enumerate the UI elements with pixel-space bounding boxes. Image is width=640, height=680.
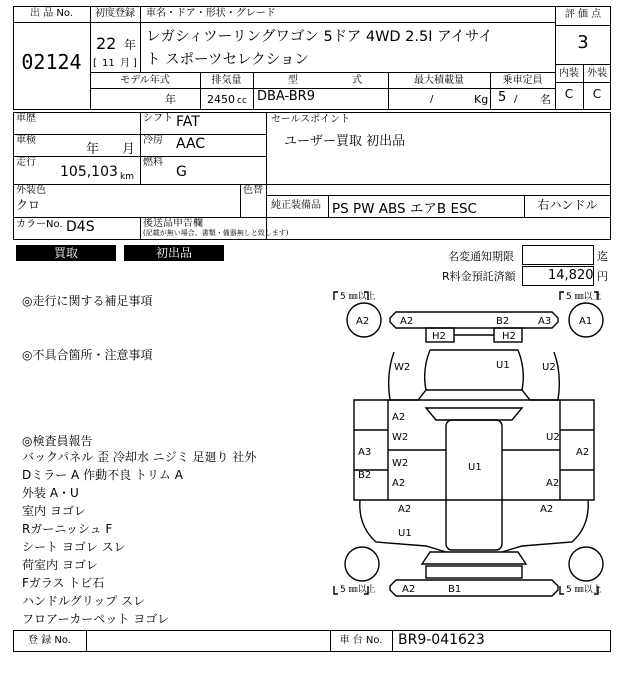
tire-depth-fr: 5 ㎜以上 (566, 292, 602, 302)
lot-number: 02124 (21, 50, 82, 74)
inspection-year-unit: 年 (86, 142, 100, 157)
ac-label: 冷房 (143, 135, 163, 146)
month-unit: 月 (120, 58, 130, 69)
ac-value: AAC (176, 136, 206, 152)
registration-year: 22 (96, 34, 117, 53)
damage-diagram (330, 290, 610, 628)
mark-front-bumper-left: A2 (400, 316, 414, 327)
inspector-item: ハンドルグリップ スレ (22, 594, 146, 608)
defects-title: ◎不具合箇所・注意事項 (22, 348, 153, 362)
mark-door-left-w: W2 (392, 432, 409, 443)
exterior-label: 外装 (587, 68, 607, 79)
recycle-value: 14,820 (548, 268, 594, 283)
mark-quarter-left-u1: U1 (398, 528, 412, 539)
max-load-separator: / (430, 94, 434, 105)
mark-quarter-right-a2: A2 (540, 504, 554, 515)
mark-rear-left-a2: A2 (402, 584, 416, 595)
mark-front-bumper-mid: B2 (496, 316, 510, 327)
history-label: 車歴 (16, 113, 36, 124)
name-change-unit: 迄 (597, 250, 608, 263)
registration-date-label: 初度登録 (95, 8, 135, 19)
mark-fender-right: U2 (542, 362, 556, 373)
displacement-unit: cc (237, 96, 247, 106)
first-listing-badge: 初出品 (124, 245, 224, 261)
mark-door-left-a2: A2 (392, 478, 406, 489)
shift-label: シフト (143, 113, 173, 124)
car-name-label: 車名・ドア・形状・グレード (146, 8, 276, 19)
mark-wheel-fr: A1 (579, 316, 593, 327)
sales-point-value: ユーザー買取 初出品 (284, 134, 406, 149)
equipment-value: PS PW ABS エアB ESC (332, 201, 477, 217)
mark-hood-left: H2 (432, 331, 446, 342)
year-unit: 年 (124, 38, 137, 52)
sales-point-label: セールスポイント (271, 114, 351, 125)
car-name-line1: レガシィツーリングワゴン 5ドア 4WD 2.5I アイサイ (146, 29, 493, 45)
mark-rear-mid-b1: B1 (448, 584, 462, 595)
inspector-report-title: ◎検査員報告 (22, 434, 93, 448)
capacity-unit: 名 (540, 93, 551, 106)
mark-side-right-a2: A2 (576, 447, 590, 458)
aftermarket-label: 後送品申告欄 (143, 218, 203, 229)
displacement-value: 2450 (207, 93, 235, 106)
mark-quarter-left-a2: A2 (398, 504, 412, 515)
mark-wheel-fl: A2 (356, 316, 370, 327)
inspector-item: バックパネル 歪 冷却水 ニジミ 足廻り 社外 (22, 450, 257, 464)
handle-value: 右ハンドル (537, 198, 598, 212)
grade-label: 評 価 点 (564, 9, 602, 20)
inspector-item: フロアーカーペット ヨゴレ (22, 612, 170, 626)
inspector-item: 荷室内 ヨゴレ (22, 558, 98, 572)
registration-month: 11 (102, 58, 115, 69)
type-label-2: 式 (352, 75, 362, 86)
mark-hood-right: H2 (502, 331, 516, 342)
mileage-unit: km (120, 172, 134, 182)
color-no-value: D4S (66, 219, 95, 235)
inspector-item: Rガーニッシュ F (22, 522, 113, 536)
fuel-value: G (176, 164, 187, 180)
registration-month-open: [ (93, 58, 97, 69)
chassis-number-value: BR9-041623 (398, 632, 485, 648)
lot-label: 出 品 No. (30, 8, 73, 19)
driving-remarks-title: ◎走行に関する補足事項 (22, 294, 153, 308)
tire-depth-fl: 5 ㎜以上 (340, 292, 376, 302)
mark-roof: U1 (468, 462, 482, 473)
exterior-color-label: 外装色 (16, 185, 46, 196)
recycle-unit: 円 (597, 270, 608, 283)
registration-number-label: 登 録 No. (28, 635, 71, 646)
mark-side-left-b2: B2 (358, 470, 372, 481)
aftermarket-note: (記載が無い場合、書類・備器無しと致します) (143, 229, 289, 237)
mark-door-right-u2: U2 (546, 432, 560, 443)
name-change-box (522, 245, 594, 265)
mark-side-left-a3: A3 (358, 447, 372, 458)
inspection-month-unit: 月 (122, 142, 136, 157)
displacement-label: 排気量 (211, 75, 242, 86)
recycle-label: R料金預託済額 (442, 270, 516, 283)
tire-depth-rr: 5 ㎜以上 (566, 585, 602, 595)
mark-fender-left: W2 (394, 362, 411, 373)
mark-hood-u: U1 (496, 360, 510, 371)
color-no-label: カラーNo. (16, 219, 63, 230)
mileage-value: 105,103 (60, 164, 118, 180)
footer-frame (13, 630, 611, 652)
exterior-score: C (592, 87, 602, 101)
fuel-label: 燃料 (143, 157, 163, 168)
interior-score: C (564, 87, 574, 101)
interior-label: 内装 (559, 68, 579, 79)
mark-door-left-w2: W2 (392, 458, 409, 469)
tire-depth-rl: 5 ㎜以上 (340, 585, 376, 595)
shift-value: FAT (176, 114, 200, 130)
model-type-value: DBA-BR9 (257, 89, 315, 104)
equipment-label: 純正装備品 (271, 200, 321, 211)
exterior-color-value: クロ (16, 198, 41, 212)
name-change-label: 名変通知期限 (448, 250, 514, 263)
capacity-value: 5 (498, 90, 507, 105)
grade-value: 3 (577, 32, 589, 53)
recolor-label: 色替 (243, 185, 263, 196)
inspector-item: シート ヨゴレ スレ (22, 540, 126, 554)
inspector-item: Fガラス トビ石 (22, 576, 105, 590)
model-year-label: モデル年式 (120, 75, 170, 86)
chassis-number-label: 車 台 No. (339, 635, 383, 646)
mark-door-right-a2: A2 (546, 478, 560, 489)
mark-front-bumper-right: A3 (538, 316, 552, 327)
inspection-label: 車検 (16, 135, 36, 146)
buy-badge: 買取 (16, 245, 116, 261)
registration-month-close: ] (133, 58, 137, 69)
model-year-unit: 年 (165, 93, 176, 106)
capacity-separator: / (514, 94, 518, 105)
max-load-label: 最大積載量 (414, 75, 464, 86)
type-label: 型 (288, 75, 298, 86)
inspector-item: 外装 A・U (22, 486, 79, 500)
capacity-label: 乗車定員 (502, 75, 543, 86)
mileage-label: 走行 (16, 157, 36, 168)
max-load-unit: Kg (474, 93, 489, 106)
inspector-item: Dミラー A 作動不良 トリム A (22, 468, 183, 482)
car-name-line2: ト スポーツセレクション (146, 52, 309, 68)
inspector-item: 室内 ヨゴレ (22, 504, 86, 518)
mark-door-left-a: A2 (392, 412, 406, 423)
